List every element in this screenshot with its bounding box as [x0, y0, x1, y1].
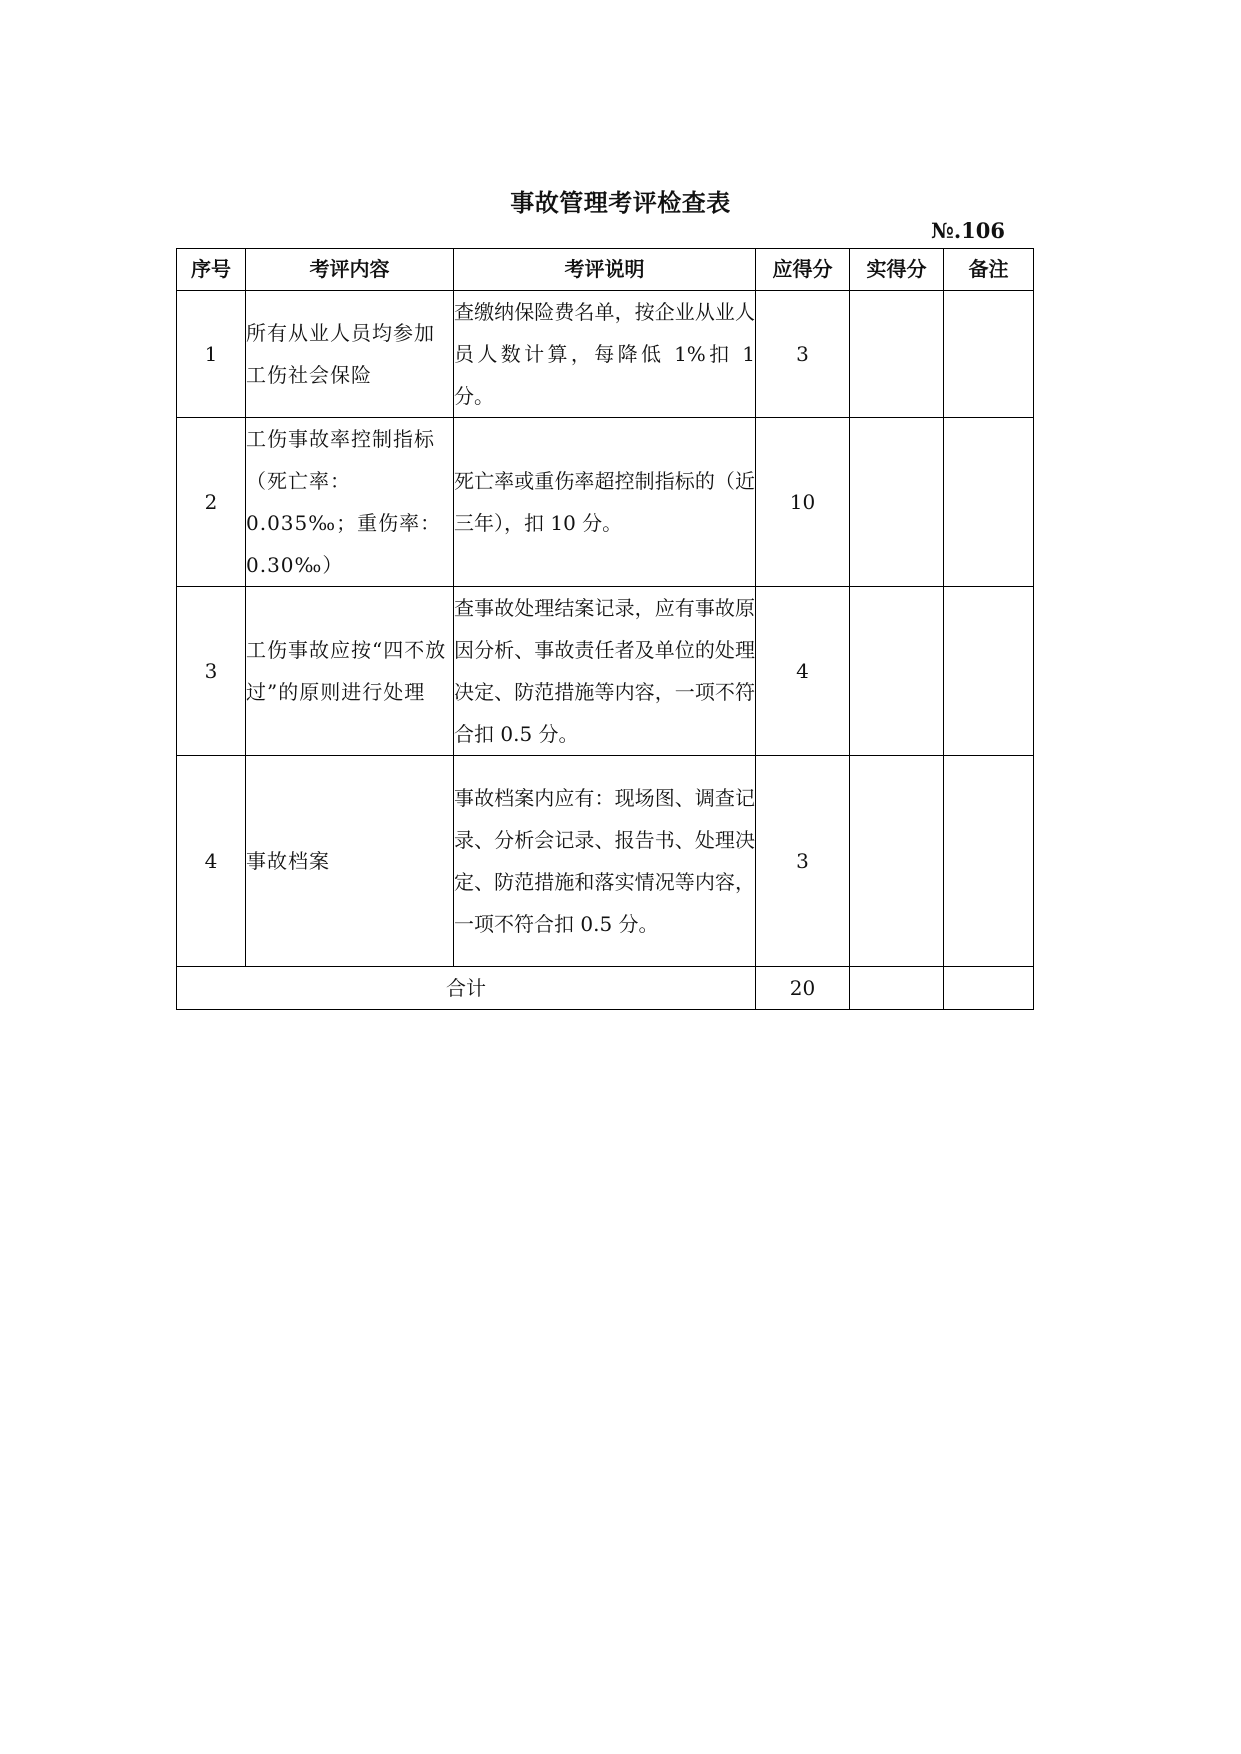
total-label: 合计 [177, 967, 756, 1010]
total-actual-score[interactable] [850, 967, 944, 1010]
total-remark[interactable] [944, 967, 1034, 1010]
header-description: 考评说明 [454, 249, 756, 291]
row-score: 4 [756, 587, 850, 756]
table-row [177, 756, 1034, 967]
row-remark[interactable] [944, 756, 1034, 967]
row-seq: 2 [177, 418, 246, 587]
row-description: 死亡率或重伤率超控制指标的（近三年），扣 10 分。 [454, 418, 756, 587]
row-seq: 1 [177, 291, 246, 418]
row-actual-score[interactable] [850, 587, 944, 756]
header-seq: 序号 [177, 249, 246, 291]
row-score: 3 [756, 291, 850, 418]
row-remark[interactable] [944, 291, 1034, 418]
row-content: 工伤事故率控制指标（死亡率：0.035‰；重伤率：0.30‰） [246, 418, 454, 587]
table-row [177, 587, 1034, 756]
header-actual: 实得分 [850, 249, 944, 291]
table-row [177, 291, 1034, 418]
row-seq: 4 [177, 756, 246, 967]
row-seq: 3 [177, 587, 246, 756]
total-row [177, 967, 1034, 1010]
row-actual-score[interactable] [850, 291, 944, 418]
row-content: 事故档案 [246, 756, 454, 967]
row-actual-score[interactable] [850, 418, 944, 587]
document-title: 事故管理考评检查表 [510, 188, 731, 217]
row-content: 所有从业人员均参加工伤社会保险 [246, 291, 454, 418]
row-score: 10 [756, 418, 850, 587]
row-description: 查事故处理结案记录，应有事故原因分析、事故责任者及单位的处理决定、防范措施等内容，一项不符合扣 0.5 分。 [454, 587, 756, 756]
document-number: №.106 [931, 218, 1005, 243]
row-remark[interactable] [944, 418, 1034, 587]
row-description: 查缴纳保险费名单，按企业从业人员人数计算，每降低 1%扣 1 分。 [454, 291, 756, 418]
header-remark: 备注 [944, 249, 1034, 291]
header-content: 考评内容 [246, 249, 454, 291]
row-content: 工伤事故应按“四不放过”的原则进行处理 [246, 587, 454, 756]
table-header-row [177, 249, 1034, 291]
header-score: 应得分 [756, 249, 850, 291]
total-score: 20 [756, 967, 850, 1010]
table-row [177, 418, 1034, 587]
row-remark[interactable] [944, 587, 1034, 756]
evaluation-table [176, 248, 1034, 1010]
row-score: 3 [756, 756, 850, 967]
row-description: 事故档案内应有：现场图、调查记录、分析会记录、报告书、处理决定、防范措施和落实情况等内容，一项不符合扣 0.5 分。 [454, 756, 756, 967]
row-actual-score[interactable] [850, 756, 944, 967]
